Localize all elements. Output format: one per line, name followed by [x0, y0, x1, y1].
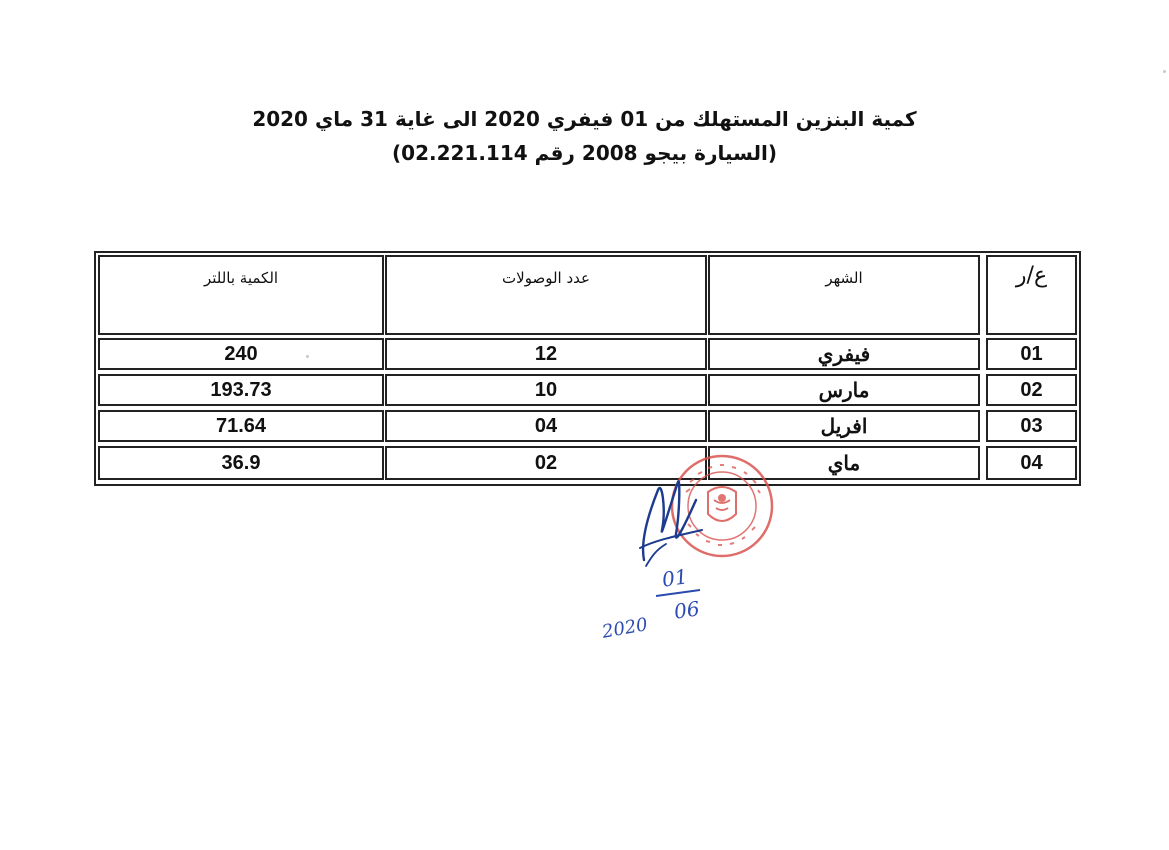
handwritten-date-note — [590, 564, 720, 648]
row-4-month: ماي — [708, 446, 980, 480]
title-line-1: كمية البنزين المستهلك من 01 فيفري 2020 الى غاية 31 ماي 2020 — [252, 107, 917, 131]
row-1-month: فيفري — [708, 338, 980, 370]
document-title — [0, 102, 1169, 170]
row-2-month: مارس — [708, 374, 980, 406]
row-3-number: 03 — [986, 410, 1077, 442]
row-3-receipts: 04 — [385, 410, 707, 442]
header-receipts: عدد الوصولات — [385, 255, 707, 335]
handwritten-date-bottom: 06 — [672, 596, 701, 624]
scan-speck — [1163, 70, 1166, 73]
row-1-number: 01 — [986, 338, 1077, 370]
row-2-receipts: 10 — [385, 374, 707, 406]
row-3-liters: 71.64 — [98, 410, 384, 442]
row-4-receipts: 02 — [385, 446, 707, 480]
row-2-liters: 193.73 — [98, 374, 384, 406]
row-1-liters: 240 — [98, 338, 384, 370]
row-3-month: افريل — [708, 410, 980, 442]
title-line-2: (السيارة بيجو 2008 رقم 02.221.114) — [392, 141, 777, 165]
header-month: الشهر — [708, 255, 980, 335]
row-1-receipts: 12 — [385, 338, 707, 370]
row-4-liters: 36.9 — [98, 446, 384, 480]
header-number: ع/ر — [986, 255, 1077, 335]
row-2-number: 02 — [986, 374, 1077, 406]
scan-speck — [306, 355, 309, 358]
handwritten-year: 2020 — [600, 614, 650, 643]
handwritten-date-top: 01 — [660, 564, 689, 592]
header-liters: الكمية باللتر — [98, 255, 384, 335]
row-4-number: 04 — [986, 446, 1077, 480]
signature — [636, 470, 706, 570]
